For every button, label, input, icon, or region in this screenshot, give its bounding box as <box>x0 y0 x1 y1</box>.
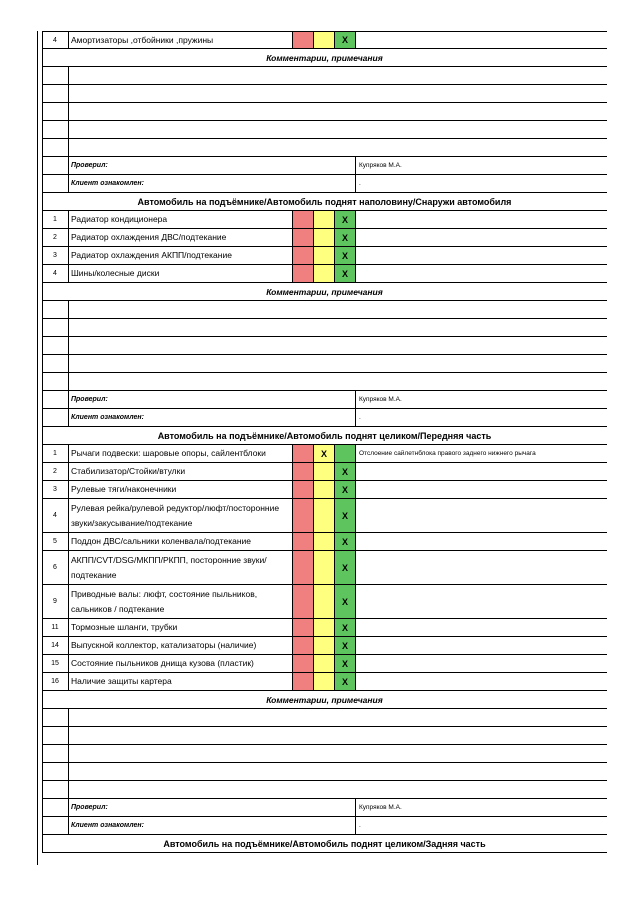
item-name: АКПП/CVT/DSG/МКПП/РКПП, посторонние звуки/подтекание <box>69 551 293 584</box>
checklist-row <box>42 619 607 637</box>
client-row <box>42 175 607 193</box>
status-green-cell: X <box>335 265 356 282</box>
checklist-row <box>42 585 607 619</box>
status-red-cell <box>293 229 314 246</box>
item-note <box>356 585 607 618</box>
checklist-row <box>42 445 607 463</box>
status-red-cell <box>293 32 314 48</box>
item-number: 15 <box>42 655 69 672</box>
status-yellow-cell <box>314 463 335 480</box>
status-red-cell <box>293 637 314 654</box>
status-red-cell <box>293 265 314 282</box>
status-yellow-cell <box>314 247 335 264</box>
checked-row <box>42 157 607 175</box>
item-name: Рычаги подвески: шаровые опоры, сайлентблоки <box>69 445 293 462</box>
status-yellow-cell <box>314 673 335 690</box>
comment-line <box>42 745 607 763</box>
comment-text-cell <box>69 67 607 84</box>
comment-index-cell <box>42 781 69 798</box>
status-red-cell <box>293 445 314 462</box>
client-index-cell <box>42 175 69 192</box>
comment-line <box>42 301 607 319</box>
item-note <box>356 655 607 672</box>
comment-line <box>42 373 607 391</box>
comment-index-cell <box>42 337 69 354</box>
comment-index-cell <box>42 121 69 138</box>
section-title: Автомобиль на подъёмнике/Автомобиль поднят целиком/Передняя часть <box>157 430 492 441</box>
status-green-cell: X <box>335 229 356 246</box>
comment-index-cell <box>42 709 69 726</box>
item-number: 2 <box>42 229 69 246</box>
comment-line <box>42 709 607 727</box>
item-number: 6 <box>42 551 69 584</box>
item-name: Рулевые тяги/наконечники <box>69 481 293 498</box>
status-green-cell: X <box>335 32 356 48</box>
item-note <box>356 499 607 532</box>
checked-label: Проверил: <box>69 157 356 174</box>
checklist-row <box>42 31 607 49</box>
comment-text-cell <box>69 85 607 102</box>
checked-index-cell <box>42 157 69 174</box>
comment-index-cell <box>42 103 69 120</box>
status-red-cell <box>293 463 314 480</box>
item-number: 3 <box>42 481 69 498</box>
comment-text-cell <box>69 355 607 372</box>
section-header <box>42 427 607 445</box>
item-number: 16 <box>42 673 69 690</box>
item-number: 4 <box>42 499 69 532</box>
status-red-cell <box>293 533 314 550</box>
comments-header <box>42 283 607 301</box>
checked-value: Купряков М.А. <box>359 162 402 169</box>
comment-line <box>42 121 607 139</box>
status-yellow-cell <box>314 499 335 532</box>
item-note <box>356 32 607 48</box>
comment-text-cell <box>69 319 607 336</box>
status-green-cell: X <box>335 655 356 672</box>
item-note: Отслоение сайлетнблока правого заднего нижнего рычага <box>359 450 536 457</box>
comment-text-cell <box>69 745 607 762</box>
comments-title: Комментарии, примечания <box>266 52 383 63</box>
comment-line <box>42 67 607 85</box>
status-green-cell: X <box>335 499 356 532</box>
section-header <box>42 835 607 853</box>
checklist-row <box>42 499 607 533</box>
item-note <box>356 637 607 654</box>
comment-index-cell <box>42 745 69 762</box>
comment-index-cell <box>42 355 69 372</box>
comment-index-cell <box>42 763 69 780</box>
status-red-cell <box>293 585 314 618</box>
item-note <box>356 619 607 636</box>
status-yellow-cell <box>314 265 335 282</box>
status-green-cell: X <box>335 585 356 618</box>
comment-text-cell <box>69 763 607 780</box>
item-number: 2 <box>42 463 69 480</box>
status-green-cell: X <box>335 533 356 550</box>
status-red-cell <box>293 551 314 584</box>
client-row <box>42 409 607 427</box>
status-green-cell: X <box>335 481 356 498</box>
status-yellow-cell <box>314 211 335 228</box>
comment-index-cell <box>42 67 69 84</box>
item-number: 4 <box>42 32 69 48</box>
status-red-cell <box>293 211 314 228</box>
checklist-row <box>42 481 607 499</box>
section-header <box>42 193 607 211</box>
item-note <box>356 247 607 264</box>
comments-title: Комментарии, примечания <box>266 286 383 297</box>
checked-index-cell <box>42 799 69 816</box>
comment-text-cell <box>69 301 607 318</box>
item-name: Наличие защиты картера <box>69 673 293 690</box>
page-edge-line <box>42 31 43 853</box>
client-label: Клиент ознакомлен: <box>69 409 356 426</box>
status-red-cell <box>293 655 314 672</box>
item-number: 1 <box>42 211 69 228</box>
status-red-cell <box>293 481 314 498</box>
status-yellow-cell <box>314 481 335 498</box>
item-name: Рулевая рейка/рулевой редуктор/люфт/посторонние звуки/закусывание/подтекание <box>69 499 293 532</box>
status-green-cell: X <box>335 637 356 654</box>
checklist-row <box>42 265 607 283</box>
comment-text-cell <box>69 727 607 744</box>
item-note <box>356 673 607 690</box>
status-green-cell: X <box>335 247 356 264</box>
status-green-cell: X <box>335 673 356 690</box>
comment-index-cell <box>42 301 69 318</box>
item-name: Радиатор охлаждения ДВС/подтекание <box>69 229 293 246</box>
client-value: . <box>359 414 361 421</box>
status-green-cell: X <box>335 551 356 584</box>
checklist-row <box>42 247 607 265</box>
checked-index-cell <box>42 391 69 408</box>
checked-value: Купряков М.А. <box>359 396 402 403</box>
comment-line <box>42 355 607 373</box>
comment-text-cell <box>69 781 607 798</box>
checked-label: Проверил: <box>69 391 356 408</box>
checklist-row <box>42 673 607 691</box>
comments-header <box>42 691 607 709</box>
comment-line <box>42 319 607 337</box>
item-name: Амортизаторы ,отбойники ,пружины <box>69 32 293 48</box>
comment-text-cell <box>69 103 607 120</box>
status-red-cell <box>293 673 314 690</box>
status-yellow-cell <box>314 551 335 584</box>
checklist-row <box>42 637 607 655</box>
checked-value: Купряков М.А. <box>359 804 402 811</box>
client-index-cell <box>42 409 69 426</box>
status-yellow-cell <box>314 619 335 636</box>
item-number: 9 <box>42 585 69 618</box>
status-green-cell: X <box>335 211 356 228</box>
comment-index-cell <box>42 139 69 156</box>
status-yellow-cell <box>314 655 335 672</box>
checklist-row <box>42 211 607 229</box>
status-yellow-cell <box>314 32 335 48</box>
status-yellow-cell <box>314 585 335 618</box>
client-index-cell <box>42 817 69 834</box>
section-title: Автомобиль на подъёмнике/Автомобиль поднят наполовину/Снаружи автомобиля <box>137 196 512 207</box>
comment-text-cell <box>69 139 607 156</box>
item-name: Шины/колесные диски <box>69 265 293 282</box>
item-note <box>356 533 607 550</box>
comment-line <box>42 337 607 355</box>
page-margin-line <box>37 31 38 865</box>
comment-line <box>42 781 607 799</box>
checklist-row <box>42 229 607 247</box>
status-green-cell: X <box>335 619 356 636</box>
comment-line <box>42 763 607 781</box>
comment-index-cell <box>42 727 69 744</box>
item-name: Радиатор кондиционера <box>69 211 293 228</box>
footer-section-title: Автомобиль на подъёмнике/Автомобиль поднят целиком/Задняя часть <box>163 838 486 849</box>
item-name: Тормозные шланги, трубки <box>69 619 293 636</box>
comment-line <box>42 103 607 121</box>
client-value: . <box>359 180 361 187</box>
item-note <box>356 265 607 282</box>
checklist-row <box>42 463 607 481</box>
item-note <box>356 229 607 246</box>
comment-line <box>42 139 607 157</box>
comment-text-cell <box>69 121 607 138</box>
client-label: Клиент ознакомлен: <box>69 817 356 834</box>
status-red-cell <box>293 499 314 532</box>
checked-row <box>42 799 607 817</box>
comment-text-cell <box>69 337 607 354</box>
status-red-cell <box>293 247 314 264</box>
item-number: 4 <box>42 265 69 282</box>
item-name: Поддон ДВС/сальники коленвала/подтекание <box>69 533 293 550</box>
checklist-row <box>42 551 607 585</box>
item-name: Состояние пыльников днища кузова (пластик) <box>69 655 293 672</box>
item-number: 11 <box>42 619 69 636</box>
item-number: 5 <box>42 533 69 550</box>
item-number: 1 <box>42 445 69 462</box>
status-yellow-cell <box>314 637 335 654</box>
item-note <box>356 463 607 480</box>
comment-index-cell <box>42 85 69 102</box>
comment-line <box>42 85 607 103</box>
status-yellow-cell <box>314 229 335 246</box>
client-row <box>42 817 607 835</box>
item-number: 3 <box>42 247 69 264</box>
status-green-cell: X <box>335 463 356 480</box>
item-name: Выпускной коллектор, катализаторы (наличие) <box>69 637 293 654</box>
checked-row <box>42 391 607 409</box>
item-name: Радиатор охлаждения АКПП/подтекание <box>69 247 293 264</box>
comments-header <box>42 49 607 67</box>
comment-text-cell <box>69 373 607 390</box>
comment-index-cell <box>42 373 69 390</box>
comment-line <box>42 727 607 745</box>
status-red-cell <box>293 619 314 636</box>
checked-label: Проверил: <box>69 799 356 816</box>
comment-text-cell <box>69 709 607 726</box>
comments-title: Комментарии, примечания <box>266 694 383 705</box>
comment-index-cell <box>42 319 69 336</box>
item-name: Приводные валы: люфт, состояние пыльников, сальников / подтекание <box>69 585 293 618</box>
checklist-row <box>42 533 607 551</box>
status-yellow-cell: X <box>314 445 335 462</box>
item-number: 14 <box>42 637 69 654</box>
checklist-row <box>42 655 607 673</box>
status-green-cell <box>335 445 356 462</box>
status-yellow-cell <box>314 533 335 550</box>
client-value: . <box>359 822 361 829</box>
item-note <box>356 481 607 498</box>
item-name: Стабилизатор/Стойки/втулки <box>69 463 293 480</box>
client-label: Клиент ознакомлен: <box>69 175 356 192</box>
item-note <box>356 551 607 584</box>
item-note <box>356 211 607 228</box>
